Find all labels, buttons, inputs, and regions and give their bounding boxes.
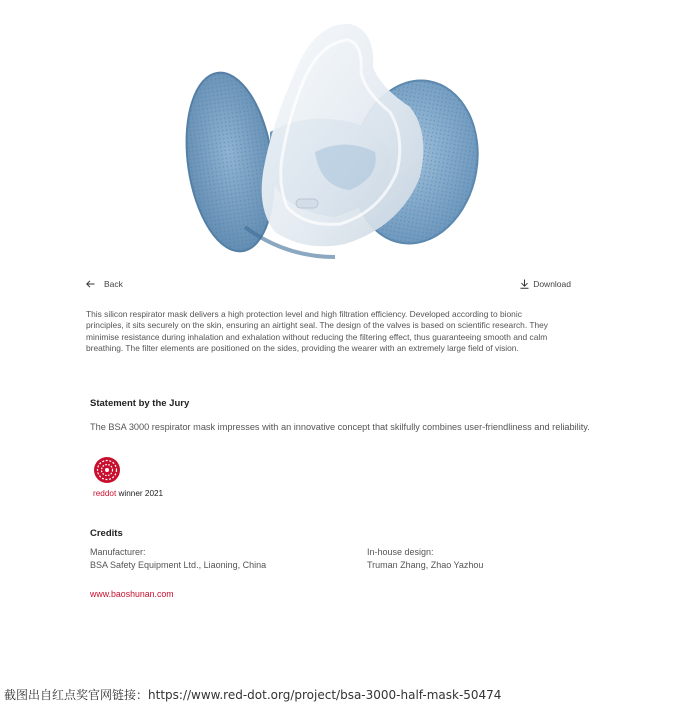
back-link[interactable] xyxy=(86,279,123,289)
credits-heading: Credits xyxy=(90,528,123,539)
download-label: Download xyxy=(533,279,571,289)
download-link[interactable] xyxy=(520,279,571,289)
download-icon xyxy=(520,279,529,289)
design-value: Truman Zhang, Zhao Yazhou xyxy=(367,559,484,570)
source-url: https://www.red-dot.org/project/bsa-3000-half-mask-50474 xyxy=(148,688,502,702)
reddot-logo-icon xyxy=(93,456,121,484)
arrow-left-icon xyxy=(86,280,95,288)
project-description: This silicon respirator mask delivers a high protection level and high filtration efficiency. Developed according to bionic principles, it sits securely on the skin, ensuring an airtight seal. The design of the valves is based on scientific research. They minimise resistance during inhalation and exhalation without reducing the filtering effect, thus guaranteeing smooth and calm breathing. The filter elements are positioned on the sides, providing the wearer with an extremely large field of vision. xyxy=(86,309,548,353)
jury-heading: Statement by the Jury xyxy=(90,398,190,409)
manufacturer-website-link[interactable]: www.baoshunan.com xyxy=(90,589,174,599)
design-credit xyxy=(367,546,483,571)
manufacturer-value: BSA Safety Equipment Ltd., Liaoning, China xyxy=(90,559,267,570)
award-caption xyxy=(93,489,163,498)
jury-statement: The BSA 3000 respirator mask impresses with an innovative concept that skilfully combines user-friendliness and reliability. xyxy=(90,422,590,432)
source-note-prefix: 截图出自红点奖官网链接： xyxy=(4,688,149,702)
source-note xyxy=(4,686,501,703)
product-image xyxy=(185,12,485,267)
manufacturer-credit xyxy=(90,546,266,571)
reddot-award xyxy=(93,456,213,504)
award-title: winner 2021 xyxy=(116,489,164,498)
back-label: Back xyxy=(104,279,123,289)
award-brand: reddot xyxy=(93,489,117,498)
manufacturer-label: Manufacturer: xyxy=(90,547,146,557)
design-label: In-house design: xyxy=(367,547,434,557)
nav-row xyxy=(86,279,571,295)
